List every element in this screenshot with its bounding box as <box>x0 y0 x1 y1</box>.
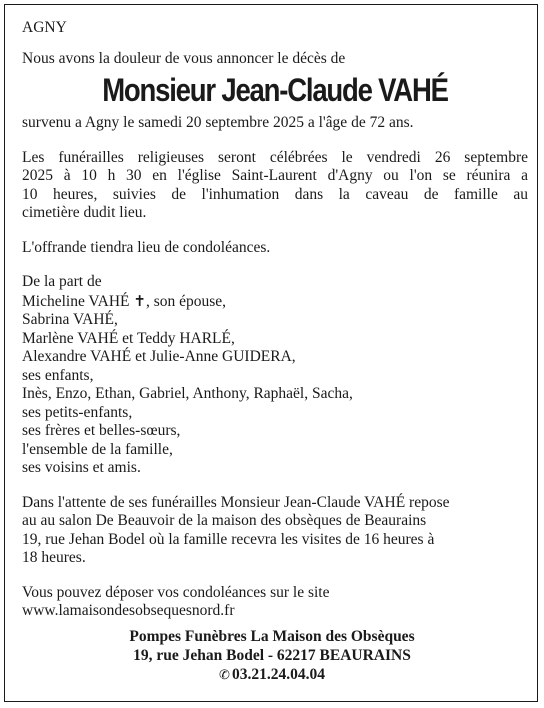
repose-line: 19, rue Jehan Bodel où la famille recevra les visites de 16 heures à <box>22 530 435 548</box>
notice-content <box>22 19 528 621</box>
funeral-home-name: Pompes Funèbres La Maison des Obsèques <box>129 628 415 645</box>
intro-text: Nous avons la douleur de vous annoncer le décès de <box>22 49 346 67</box>
condolence-website: www.lamaisondesobsequesnord.fr <box>22 602 235 619</box>
family-relation: ses petits-enfants, <box>22 403 133 421</box>
family-header: De la part de <box>22 273 102 290</box>
funeral-paragraph <box>22 149 528 223</box>
family-list <box>22 273 528 478</box>
spouse-name: Micheline VAHÉ <box>22 292 130 310</box>
funeral-line: Les funérailles religieuses seront célébrées le vendredi 26 septembre <box>22 148 528 166</box>
family-member: Alexandre VAHÉ et Julie-Anne GUIDERA, <box>22 348 296 365</box>
repose-line: Dans l'attente de ses funérailles Monsieur Jean-Claude VAHÉ repose <box>22 493 450 511</box>
funeral-home-address: 19, rue Jehan Bodel - 62217 BEAURAINS <box>133 647 411 664</box>
town-name: AGNY <box>22 19 67 36</box>
family-relation: ses frères et belles-sœurs, <box>22 422 181 439</box>
deceased-name: Monsieur Jean-Claude VAHÉ <box>102 72 448 108</box>
family-spouse <box>22 292 528 312</box>
repose-line: 18 heures. <box>22 549 86 566</box>
family-member: Inès, Enzo, Ethan, Gabriel, Anthony, Raphaël, Sacha, <box>22 385 353 402</box>
repose-line: au au salon De Beauvoir de la maison des obsèques de Beaurains <box>22 512 427 529</box>
phone-number: 03.21.24.04.04 <box>231 666 325 683</box>
spouse-role: , son épouse, <box>145 292 227 310</box>
family-member: Sabrina VAHÉ, <box>22 311 118 328</box>
phone-icon: ✆ <box>219 668 230 683</box>
offering-text: L'offrande tiendra lieu de condoléances. <box>22 238 271 256</box>
family-member: Marlène VAHÉ et Teddy HARLÉ, <box>22 329 235 347</box>
funeral-line: 10 heures, suivies de l'inhumation dans la caveau de famille au <box>22 185 528 203</box>
family-relation: ses voisins et amis. <box>22 459 141 476</box>
death-announcement: survenu a Agny le samedi 20 septembre 2025 a l'âge de 72 ans. <box>22 114 414 131</box>
funeral-home-footer <box>5 627 539 685</box>
family-relation: l'ensemble de la famille, <box>22 440 173 458</box>
obituary-notice <box>4 4 538 702</box>
funeral-line: 2025 à 10 h 30 en l'église Saint-Laurent d'Agny ou l'on se réunira a <box>22 167 528 184</box>
family-relation: ses enfants, <box>22 366 94 384</box>
condolence-line: Vous pouvez déposer vos condoléances sur le site <box>22 583 330 601</box>
condolence-paragraph <box>22 584 528 621</box>
funeral-line: cimetière dudit lieu. <box>22 204 147 221</box>
funeral-home-phone <box>5 665 539 685</box>
repose-paragraph <box>22 494 528 568</box>
cross-icon: ✝ <box>133 291 146 310</box>
